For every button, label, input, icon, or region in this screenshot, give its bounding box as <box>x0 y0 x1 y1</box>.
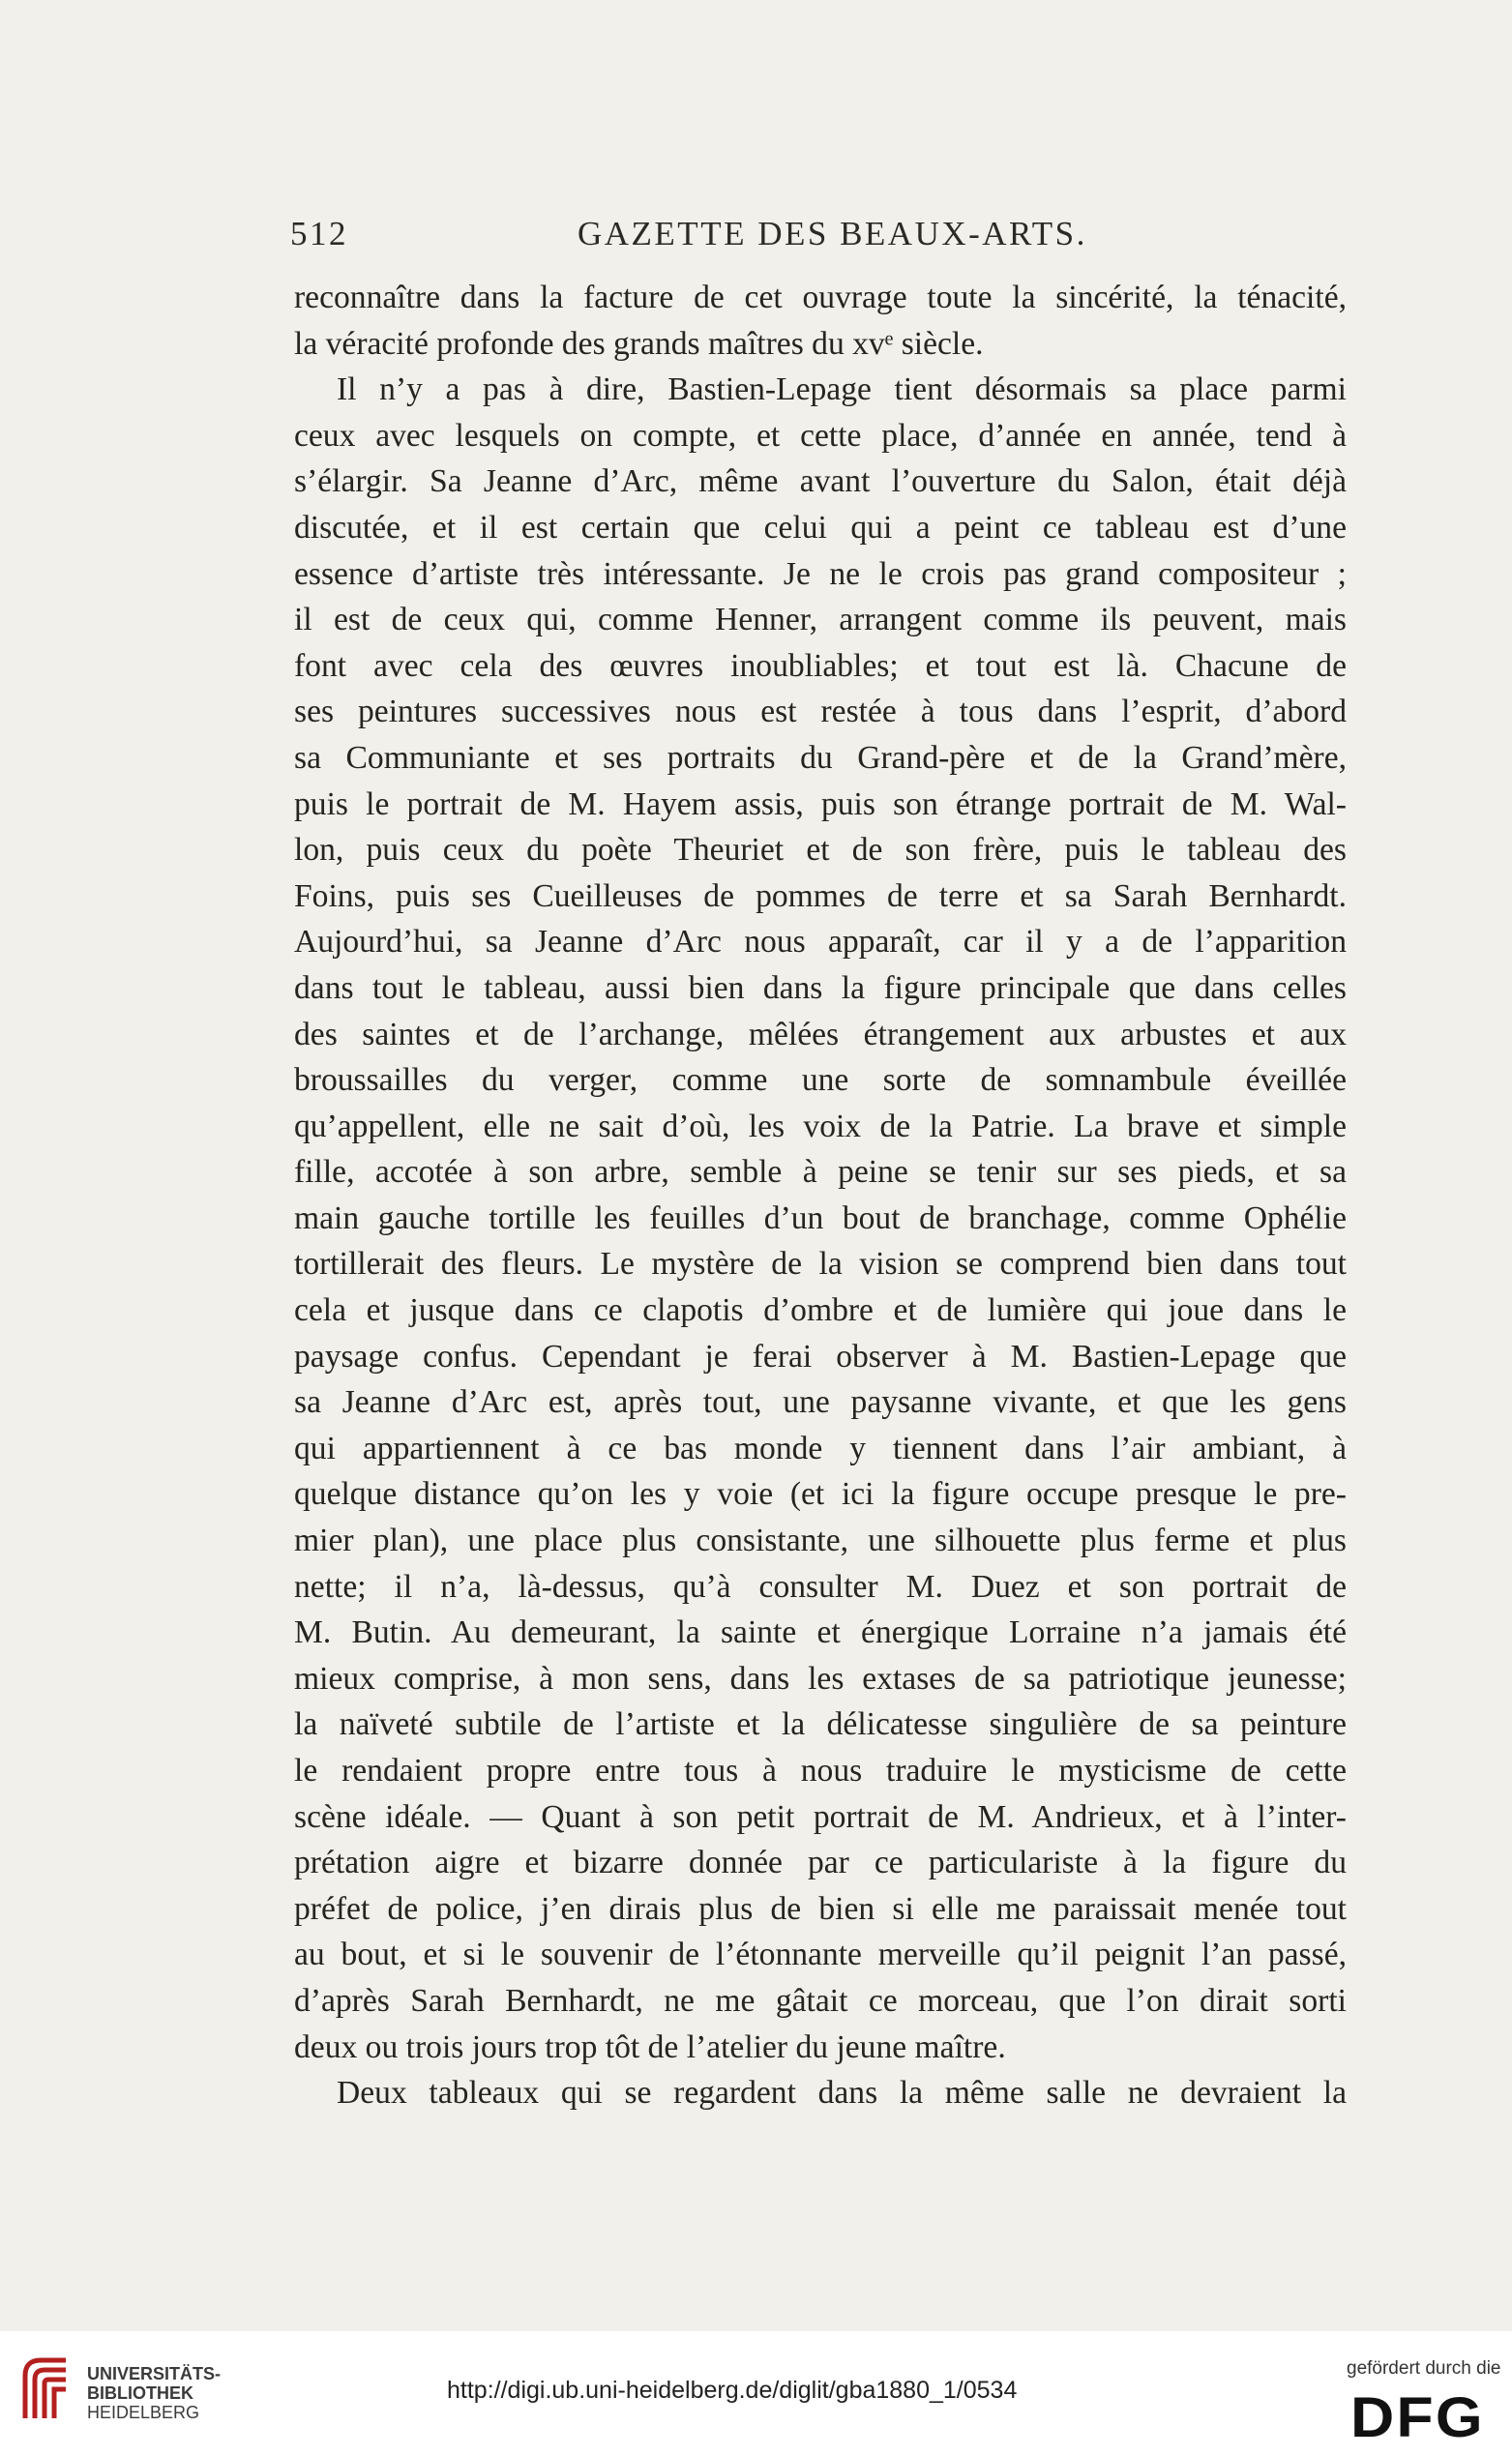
text-line: reconnaître dans la facture de cet ouvrage toute la sincérité, la ténacité, <box>294 280 1347 315</box>
text-line: Il n’y a pas à dire, Bastien-Lepage tient désormais sa place parmi <box>337 371 1347 408</box>
library-name-line: UNIVERSITÄTS- <box>87 2364 222 2383</box>
text-line: nette; il n’a, là-dessus, qu’à consulter M. Duez et son portrait de <box>294 1568 1347 1605</box>
text-line: ceux avec lesquels on compte, et cette place, d’année en année, tend à <box>294 417 1347 454</box>
page-number: 512 <box>290 215 348 252</box>
text-line: dans tout le tableau, aussi bien dans la figure principale que dans celles <box>294 969 1347 1006</box>
text-line: la naïveté subtile de l’artiste et la délicatesse singulière de sa peinture <box>294 1706 1347 1743</box>
running-title: GAZETTE DES BEAUX-ARTS. <box>578 215 1087 252</box>
text-line: cela et jusque dans ce clapotis d’ombre et de lumière qui joue dans le <box>294 1292 1347 1329</box>
text-line: qui appartiennent à ce bas monde y tiennent dans l’air ambiant, à <box>294 1430 1347 1466</box>
library-name <box>87 2364 221 2422</box>
text-line: Aujourd’hui, sa Jeanne d’Arc nous apparaît, car il y a de l’apparition <box>294 924 1347 961</box>
text-line: fille, accotée à son arbre, semble à peine se tenir sur ses pieds, et sa <box>294 1154 1347 1191</box>
text-line: essence d’artiste très intéressante. Je ne le crois pas grand compositeur ; <box>294 555 1347 592</box>
text-line: paysage confus. Cependant je ferai observer à M. Bastien-Lepage que <box>294 1338 1347 1375</box>
permalink-url[interactable]: http://digi.ub.uni-heidelberg.de/diglit/gba1880_1/0534 <box>447 2377 1018 2404</box>
text-line: le rendaient propre entre tous à nous traduire le mysticisme de cette <box>294 1753 1347 1789</box>
text-line: sa Jeanne d’Arc est, après tout, une paysanne vivante, et que les gens <box>294 1384 1347 1421</box>
page-header <box>290 215 1345 263</box>
text-line: la véracité profonde des grands maîtres du xvᵉ siècle. <box>294 325 984 362</box>
text-line: quelque distance qu’on les y voie (et ici la figure occupe presque le pre- <box>294 1476 1347 1513</box>
text-line: prétation aigre et bizarre donnée par ce particulariste à la figure du <box>294 1845 1347 1881</box>
text-line: discutée, et il est certain que celui qui a peint ce tableau est d’une <box>294 509 1347 546</box>
text-line: Deux tableaux qui se regardent dans la même salle ne devraient la <box>337 2075 1347 2112</box>
text-line: deux ou trois jours trop tôt de l’atelier du jeune maître. <box>294 2028 1006 2065</box>
text-line: lon, puis ceux du poète Theuriet et de son frère, puis le tableau des <box>294 832 1347 869</box>
text-line: puis le portrait de M. Hayem assis, puis son étrange portrait de M. Wal- <box>294 785 1347 822</box>
text-line: main gauche tortille les feuilles d’un bout de branchage, comme Ophélie <box>294 1199 1347 1236</box>
library-name-line: BIBLIOTHEK <box>87 2383 193 2403</box>
text-line: Foins, puis ses Cueilleuses de pommes de terre et sa Sarah Bernhardt. <box>294 877 1347 914</box>
text-line: il est de ceux qui, comme Henner, arrangent comme ils peuvent, mais <box>294 602 1347 638</box>
text-line: broussailles du verger, comme une sorte de somnambule éveillée <box>294 1062 1347 1099</box>
text-line: des saintes et de l’archange, mêlées étrangement aux arbustes et aux <box>294 1016 1347 1052</box>
text-line: mieux comprise, à mon sens, dans les extases de sa patriotique jeunesse; <box>294 1660 1347 1697</box>
text-line: font avec cela des œuvres inoubliables; et tout est là. Chacune de <box>294 647 1347 684</box>
text-line: d’après Sarah Bernhardt, ne me gâtait ce morceau, que l’on dirait sorti <box>294 1982 1347 2019</box>
funding-note: gefördert durch die <box>1347 2358 1501 2379</box>
text-line: tortillerait des fleurs. Le mystère de la vision se comprend bien dans tout <box>294 1246 1347 1283</box>
text-line: préfet de police, j’en dirais plus de bien si elle me paraissait menée tout <box>294 1890 1347 1927</box>
text-line: s’élargir. Sa Jeanne d’Arc, même avant l’ouverture du Salon, était déjà <box>294 463 1347 500</box>
text-line: sa Communiante et ses portraits du Grand-père et de la Grand’mère, <box>294 739 1347 776</box>
library-name-line: HEIDELBERG <box>87 2403 200 2422</box>
text-line: ses peintures successives nous est restée à tous dans l’esprit, d’abord <box>294 694 1347 730</box>
ub-heidelberg-logo-icon <box>17 2351 79 2428</box>
text-line: au bout, et si le souvenir de l’étonnante merveille qu’il peignit l’an passé, <box>294 1937 1347 1973</box>
body-text <box>294 275 1347 2116</box>
digitization-footer <box>0 2331 1512 2456</box>
text-line: mier plan), une place plus consistante, une silhouette plus ferme et plus <box>294 1523 1347 1559</box>
text-line: scène idéale. — Quant à son petit portrait de M. Andrieux, et à l’inter- <box>294 1798 1347 1835</box>
text-line: M. Butin. Au demeurant, la sainte et énergique Lorraine n’a jamais été <box>294 1614 1347 1651</box>
text-line: qu’appellent, elle ne sait d’où, les voix de la Patrie. La brave et simple <box>294 1108 1347 1144</box>
library-logo[interactable] <box>17 2351 259 2438</box>
dfg-logo[interactable]: DFG <box>1350 2386 1485 2449</box>
